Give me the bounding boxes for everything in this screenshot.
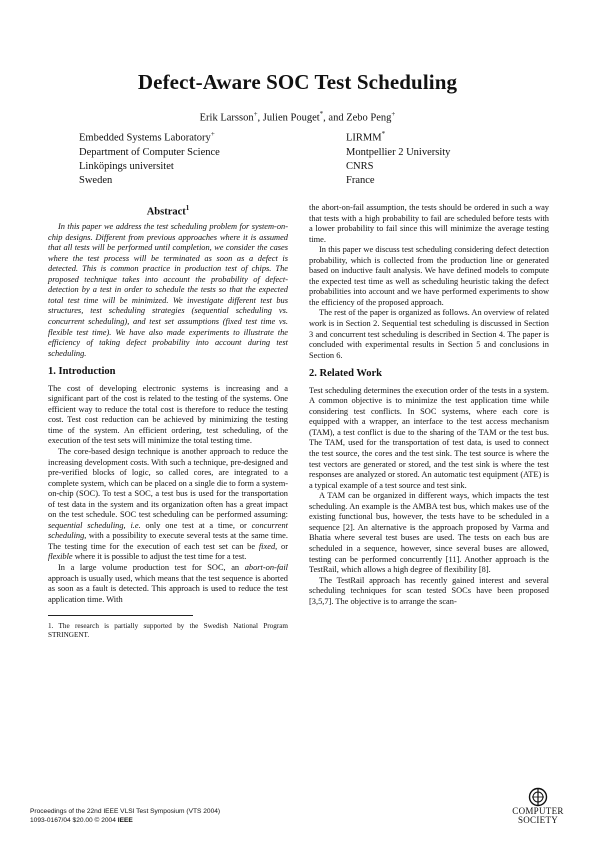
intro-paragraph-2 (48, 447, 288, 563)
affil-left-line-1: Embedded Systems Laboratory (79, 132, 211, 144)
ieee-emblem-icon (508, 787, 568, 807)
author-1-mark: + (253, 110, 258, 118)
intro-paragraph-1: The cost of developing electronic systems is increasing and a significant part of the cost is related to the testing of the systems. One efficient way to reduce the total cost is therefore to reduce the testing cost. Test cost reduction can be achieved by minimizing the testing time of the system. An efficient ordering, test scheduling, of the execution of the test sets will minimize the total testing time. (48, 383, 288, 446)
left-column (48, 203, 288, 640)
intro-p2-em-4: fixed (258, 541, 276, 551)
affil-left-line-4: Sweden (79, 174, 113, 186)
abstract-heading (48, 203, 288, 218)
right-column (309, 203, 549, 607)
abstract-heading-text: Abstract (146, 206, 186, 218)
abstract-text: In this paper we address the test scheduling problem for system-on-chip designs. Different from previous approaches where it is assumed that all tests will be performed until completion, we consider the cases where the test process will be terminated as soon as a defect is detected. This is common practice in production test of chips. The proposed technique takes into account the probability of defect-detection by a test in order to schedule the tests so that the expected total test time will be minimized. We investigate different test bus structures, test scheduling strategies (sequential scheduling vs. concurrent scheduling), and test set assumptions (fixed test time vs. flexible test time). We have also made experiments to illustrate the efficiency of taking defect probability into account during test scheduling. (48, 222, 288, 358)
footnote-rule (48, 615, 193, 616)
intro-p2-em-2: i.e. (130, 520, 141, 530)
proceedings-footer (30, 807, 220, 825)
intro-p3-em-1: abort-on-fail (244, 563, 288, 572)
intro-p2-em-3: concurrent scheduling (48, 520, 288, 541)
intro-paragraph-3 (48, 563, 288, 605)
proceedings-line-1: Proceedings of the 22nd IEEE VLSI Test Symposium (VTS 2004) (30, 808, 221, 815)
intro-p2-text-c: only one test at a time, or (140, 520, 252, 530)
section-heading-introduction: 1. Introduction (48, 366, 116, 378)
intro-p2-em-5: flexible (48, 552, 73, 562)
affil-right-line-3: CNRS (346, 160, 374, 172)
proceedings-line-2-text: 1093-0167/04 $20.00 © 2004 (30, 817, 118, 824)
author-1: Erik Larsson (199, 112, 254, 124)
related-paragraph-3: The TestRail approach has recently gained interest and several scheduling techniques for scan tested SOCs have been proposed [3,5,7]. The objective is to arrange the scan- (309, 575, 549, 606)
proceedings-ieee: IEEE (117, 817, 133, 824)
affil-left-line-2: Department of Computer Science (79, 146, 220, 158)
computer-society-logo (508, 787, 568, 825)
author-line (0, 110, 595, 124)
author-2-mark: * (319, 110, 324, 118)
affil-right-mark: * (381, 130, 386, 138)
proceedings-line-2 (30, 816, 220, 825)
author-2: , Julien Pouget (257, 112, 320, 124)
intro-p2-text-d: , with a possibility to execute several tests at the same time. The testing time for the execution of each test set can be (48, 531, 288, 551)
logo-word-society: SOCIETY (517, 815, 559, 825)
affiliation-right (346, 127, 450, 188)
author-3: , and Zebo Peng (323, 112, 392, 124)
affil-right-line-2: Montpellier 2 University (346, 146, 451, 158)
intro-p2-em-1: sequential scheduling (48, 520, 124, 530)
related-paragraph-2: A TAM can be organized in different ways, which impacts the test scheduling. An example is the AMBA test bus, which makes use of the existing functional bus, however, the tests have to be scheduled in a sequence [2]. An alternative is the approach proposed by Varma and Bhatia where several test buses are used. The tests on each bus are scheduled in a sequence, however, since several buses are allowed, testing can be performed concurrently [11]. Another approach is the TestRail, which allows a high degree of flexibility [8]. (309, 491, 549, 575)
logo-word-computer: COMPUTER (512, 806, 564, 816)
author-3-mark: + (391, 110, 396, 118)
affil-right-line-1: LIRMM (346, 132, 382, 144)
intro-p2-text-b: , (123, 520, 131, 530)
paper-title: Defect-Aware SOC Test Scheduling (137, 70, 458, 94)
affiliation-left (79, 127, 220, 188)
intro-p3-text-b: approach is usually used, which means that the test sequence is aborted as soon as a fault is detected. This approach is used to reduce the test application time. With (48, 573, 288, 604)
intro-p2-text-a: The core-based design technique is another approach to reduce the increasing development costs. With such a technique, pre-designed and pre-verified blocks of logic, so called cores, are integrated to a complete system, which can be placed on a single die to form a system-on-chip (SOC). To test a SOC, a test bus is used for the transportation of test data in the system and its organization often has a great impact on the test schedule. SOC test scheduling can be performed assuming: (48, 446, 289, 520)
affil-right-line-4: France (346, 174, 375, 186)
intro-p3-text-a: In a large volume production test for SOC, an (58, 563, 245, 572)
footnote: 1. The research is partially supported by the Swedish National Program STRINGENT. (48, 622, 288, 640)
abstract-footnote-mark: 1 (185, 204, 190, 212)
related-paragraph-1: Test scheduling determines the execution order of the tests in a system. A common objective is to minimize the test application time while considering test conflicts. In SOC systems, where each core is equipped with a wrapper, an interface to the test access mechanism (TAM), a test conflict is due to the sharing of the TAM or the test bus. The TAM, used for the transportation of test data, is used to connect the test source, the cores and the test sink. The test source is where the test vectors are generated or stored, and the test sink is where the test responses are analyzed or stored. An automatic test equipment (ATE) is a typical example of a test source and test sink. (309, 385, 549, 490)
intro-p2-text-f: where it is possible to adjust the test time for a test. (72, 552, 247, 562)
intro-p2-text-e: , or (275, 541, 288, 551)
affil-left-line-3: Linköpings universitet (79, 160, 174, 172)
right-paragraph-2: In this paper we discuss test scheduling considering defect detection probability, which is collected from the production line or generated based on inductive fault analysis. We have defined models to compute the expected test time as well as scheduling heuristic taking the defect probabilities into account and we have performed experiments to show the efficiency of the proposed approach. (309, 245, 549, 307)
section-heading-related-work: 2. Related Work (309, 368, 383, 380)
affil-left-mark: + (210, 130, 215, 138)
right-paragraph-1: the abort-on-fail assumption, the tests should be ordered in such a way that tests with a high probability to fail are scheduled before tests with a lower probability to fail since this will minimize the average testing time. (309, 203, 549, 244)
right-paragraph-3: The rest of the paper is organized as follows. An overview of related work is in Section 2. Sequential test scheduling is discussed in Section 3 and concurrent test scheduling is described in Section 4. The paper is concluded with experimental results in Section 5 and conclusions in Section 6. (309, 308, 549, 360)
